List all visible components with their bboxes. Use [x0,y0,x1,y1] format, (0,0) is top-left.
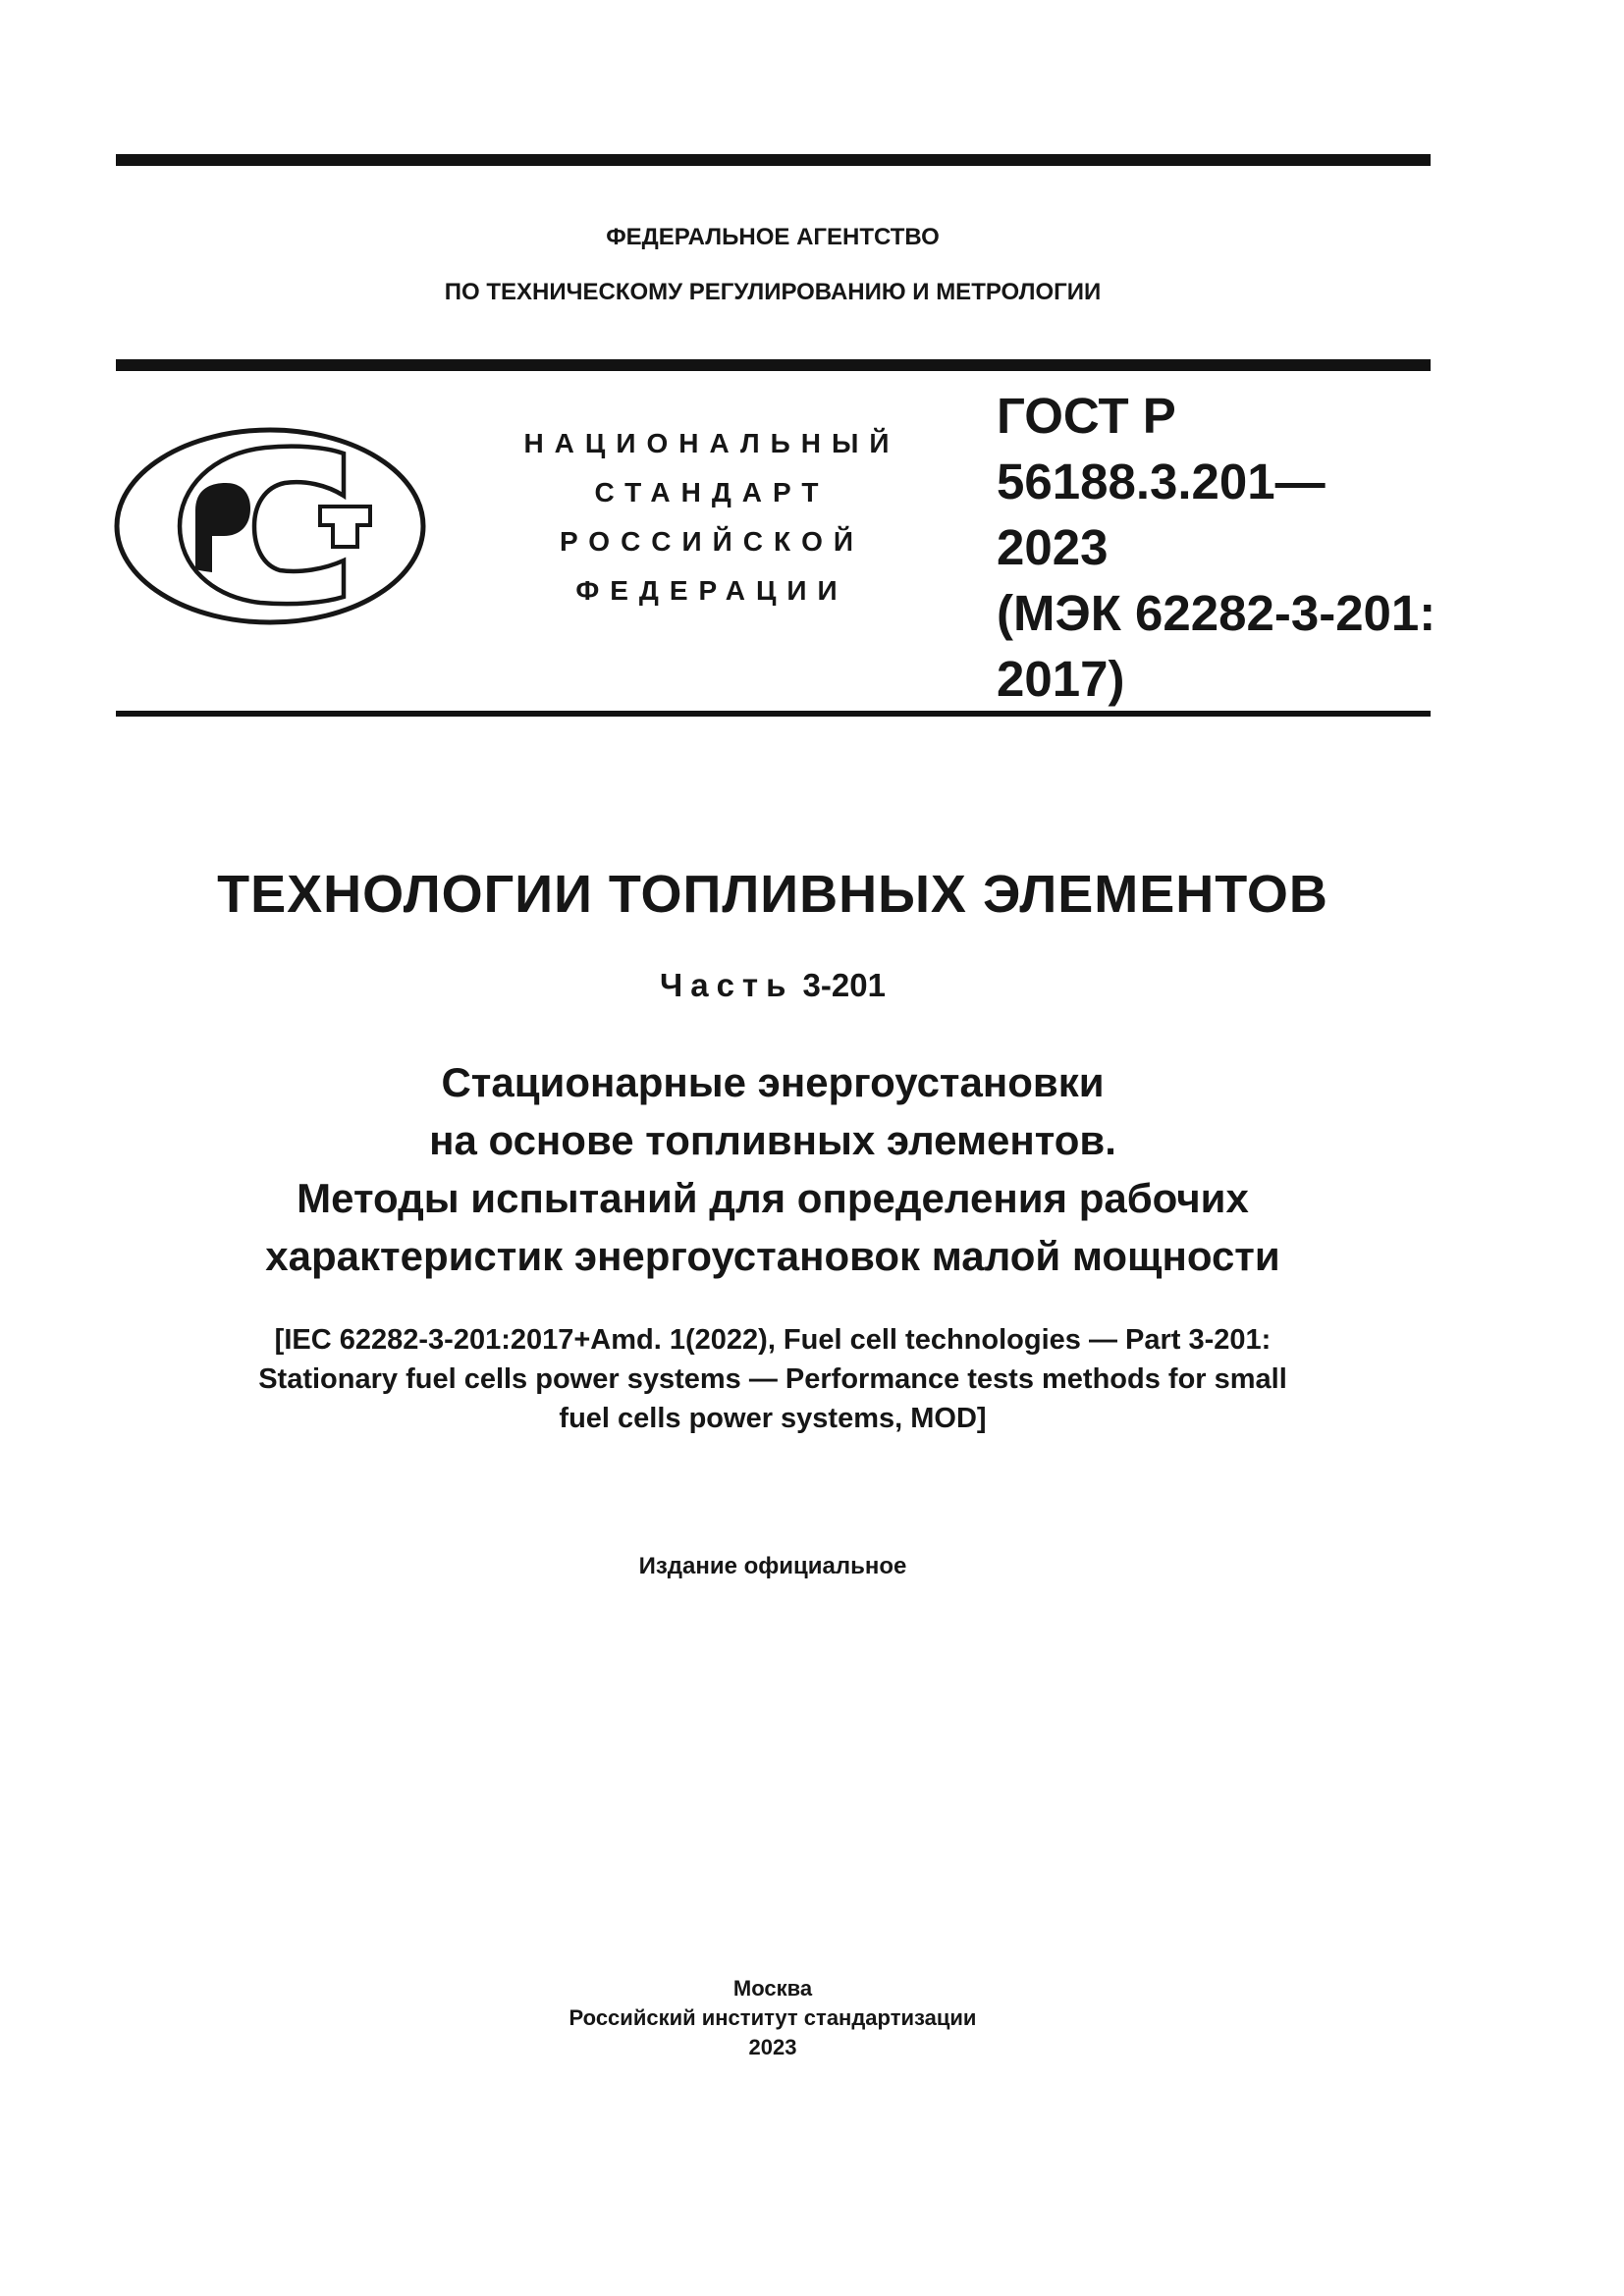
agency-line-1: ФЕДЕРАЛЬНОЕ АГЕНТСТВО [606,224,940,250]
designation-rule [116,711,1431,717]
iec-line-3: fuel cells power systems, MOD] [559,1403,987,1434]
subtitle [0,1053,1545,1285]
iec-line-2: Stationary fuel cells power systems — Performance tests methods for small [258,1363,1287,1395]
official-edition-label: Издание официальное [638,1553,907,1579]
header-rule [116,359,1431,371]
designation-line-4: (МЭК 62282-3-201: [997,585,1436,641]
rst-gost-logo-icon [108,420,434,632]
part-label [0,967,1545,1004]
top-rule [116,154,1431,166]
subtitle-line-4: характеристик энергоустановок малой мощности [265,1233,1280,1279]
designation-line-3: 2023 [997,519,1109,575]
agency-line-2: ПО ТЕХНИЧЕСКОМУ РЕГУЛИРОВАНИЮ И МЕТРОЛОГИИ [444,279,1102,305]
imprint-year: 2023 [748,2035,797,2059]
document-title: ТЕХНОЛОГИИ ТОПЛИВНЫХ ЭЛЕМЕНТОВ [217,865,1328,924]
part-word: Часть [660,967,794,1003]
subtitle-line-1: Стационарные энергоустановки [441,1059,1105,1105]
designation-line-1: ГОСТ Р [997,388,1176,444]
iec-reference [0,1320,1545,1438]
designation-line-5: 2017) [997,651,1125,707]
imprint [0,1974,1545,2062]
standard-type-line-3: РОССИЙСКОЙ [560,526,864,557]
standard-type-line-1: НАЦИОНАЛЬНЫЙ [523,428,900,458]
subtitle-line-3: Методы испытаний для определения рабочих [297,1175,1249,1221]
standard-type-line-4: ФЕДЕРАЦИИ [575,575,848,606]
subtitle-line-2: на основе топливных элементов. [429,1117,1116,1163]
designation-line-2: 56188.3.201— [997,454,1326,509]
imprint-city: Москва [732,1976,813,2001]
iec-line-1: [IEC 62282-3-201:2017+Amd. 1(2022), Fuel cell technologies — Part 3-201: [274,1324,1272,1356]
imprint-publisher: Российский институт стандартизации [568,2005,977,2030]
standard-type-line-2: СТАНДАРТ [594,477,830,507]
part-number: 3-201 [802,967,886,1003]
